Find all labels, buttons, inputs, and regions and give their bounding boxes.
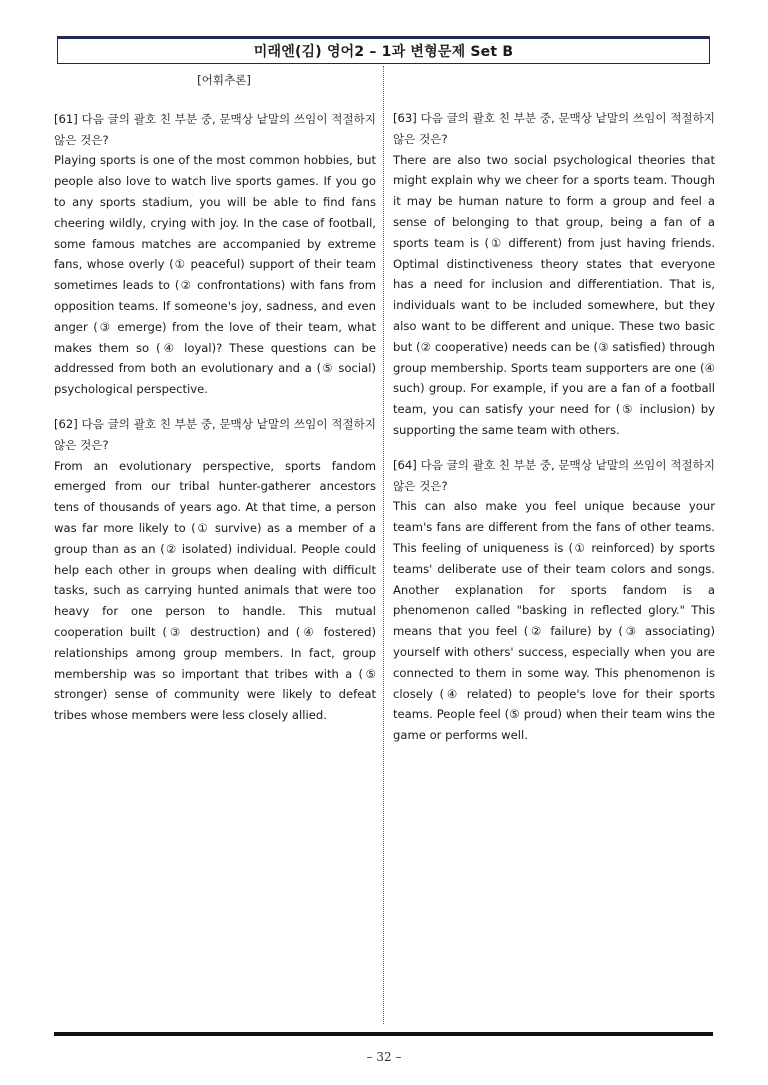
question-passage: From an evolutionary perspective, sports fandom emerged from our tribal hunter-gatherer ancestors tens of thousands of years ago. At that time, a person was far more likely to (① survive) as a member of a group than as an (② isolated) individual. People could help each other in groups when dealing with difficult tasks, such as carrying hunted animals that were too heavy for one person to handle. This mutual cooperation built (③ destruction) and (④ fostered) relationships among group members. In fact, group membership was so important that tribes with a (⑤ stronger) sense of community were likely to defeat tribes whose members were less closely allied. [54,458,376,723]
question-header [54,414,376,456]
right-column [393,108,715,760]
question-passage: This can also make you feel unique because your team's fans are different from the fans of other teams. This feeling of uniqueness is (① reinforced) by sports teams' deliberate use of their team colors and songs. Another explanation for sports fandom is a phenomenon called "basking in reflected glory." This means that you feel (② failure) by (③ associating) yourself with others' success, especially when you are connected to them in some way. This phenomenon is closely (④ related) to people's love for their sports teams. People feel (⑤ proud) when their team wins the game or performs well. [393,499,715,743]
question-64 [393,455,715,746]
page-number: – 32 – [366,1050,402,1064]
question-62 [54,414,376,726]
question-number: [63] [393,111,417,125]
question-number: [62] [54,416,78,431]
question-header [54,109,376,151]
question-prompt: 다음 글의 괄호 친 부분 중, 문맥상 낱말의 쓰임이 적절하지 않은 것은? [393,111,716,146]
question-61 [54,109,376,400]
question-passage: Playing sports is one of the most common hobbies, but people also love to watch live sports games. If you go to any sports stadium, you will be able to find fans cheering wildly, crying with joy. In the case of football, some famous matches are accompanied by extreme fans, whose overly (① peaceful) support of their team sometimes leads to (② confrontations) with fans from opposition teams. If someone's joy, sadness, and even anger (③ emerge) from the love of their team, what makes them so (④ loyal)? These questions can be addressed from both an evolutionary and a (⑤ social) psychological perspective. [54,153,376,397]
question-header [393,455,715,497]
footer-rule [54,1032,713,1036]
question-prompt: 다음 글의 괄호 친 부분 중, 문맥상 낱말의 쓰임이 적절하지 않은 것은? [54,416,377,452]
question-number: [64] [393,457,417,472]
question-63 [393,108,715,441]
page-title-text: 미래엔(김) 영어2 – 1과 변형문제 Set B [253,44,514,60]
question-header [393,108,715,150]
column-divider [383,66,384,1024]
section-label: [어휘추론] [197,73,251,87]
page-title [57,36,710,64]
question-prompt: 다음 글의 괄호 친 부분 중, 문맥상 낱말의 쓰임이 적절하지 않은 것은? [393,457,716,493]
question-passage: There are also two social psychological theories that might explain why we cheer for a sports team. Though it may be human nature to form a group and feel a sense of belonging to that group, being a fan of a sports team is (① different) from just having friends. Optimal distinctiveness theory states that everyone has a need for inclusion and differentiation. That is, individuals want to be included somewhere, but they also want to be different and unique. These two basic but (② cooperative) needs can be (③ satisfied) through group membership. Sports team supporters are one (④ such) group. For example, if you are a fan of a football team, you can satisfy your need for (⑤ inclusion) by supporting the same team with others. [393,152,715,437]
question-number: [61] [54,111,78,126]
left-column [54,70,376,740]
question-prompt: 다음 글의 괄호 친 부분 중, 문맥상 낱말의 쓰임이 적절하지 않은 것은? [54,111,377,147]
